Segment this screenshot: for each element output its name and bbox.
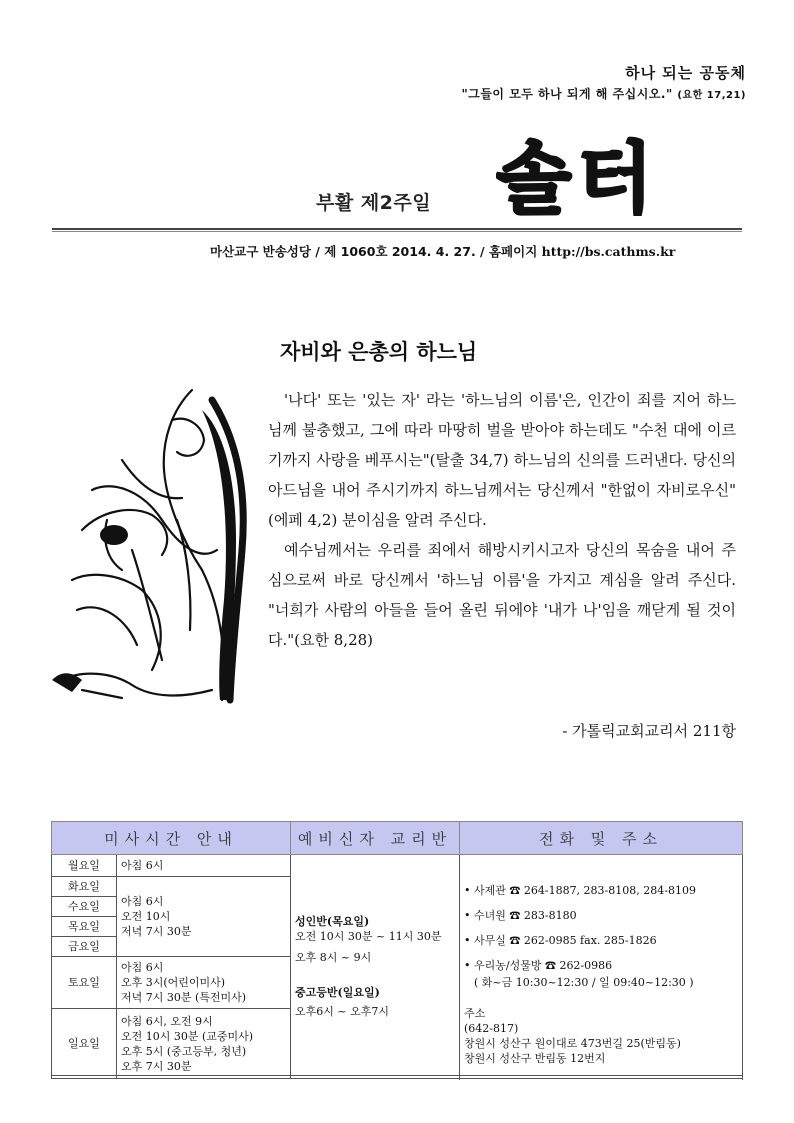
catechism-header: 예비신자 교리반 bbox=[291, 822, 460, 855]
motto-block bbox=[461, 62, 746, 102]
adult-class-time-1: 오전 10시 30분 ~ 11시 30분 bbox=[295, 930, 442, 943]
day-label: 토요일 bbox=[52, 957, 117, 1009]
article-title: 자비와 은총의 하느님 bbox=[280, 340, 478, 364]
day-label: 수요일 bbox=[52, 897, 117, 917]
youth-class-time: 오후6시 ~ 오후7시 bbox=[295, 1005, 389, 1018]
article-source: - 가톨릭교회교리서 211항 bbox=[562, 722, 736, 740]
office-phone: • 사무실 ☎ 262-0985 fax. 285-1826 bbox=[464, 934, 657, 947]
issue-line: 마산교구 반송성당 / 제 1060호 2014. 4. 27. / 홈페이지 bbox=[210, 244, 542, 259]
time-line: 아침 6시, 오전 9시 bbox=[121, 1014, 213, 1028]
motto-reference: (요한 17,21) bbox=[677, 90, 746, 101]
youth-class-title: 중고등반(일요일) bbox=[295, 986, 380, 999]
article-paragraph-1: '나다' 또는 '있는 자' 라는 '하느님의 이름'은, 인간이 죄를 지어 하느님께 불충했고, 그에 따라 마땅히 벌을 받아야 하는데도 "수천 대에 이르기까지 사랑을 베푸시는"(탈출 34,7) 하느님의 신의를 드러낸다. 당신의 아드님을 내어 주시기까지 하느님께서는 당신께서 "한없이 자비로우신"(에페 4,2) 분이심을 알려 주신다. bbox=[268, 391, 736, 529]
time-line: 오전 10시 bbox=[121, 910, 171, 923]
issue-info bbox=[210, 242, 675, 260]
info-table bbox=[51, 821, 743, 1079]
rectory-phone: • 사제관 ☎ 264-1887, 283-8108, 284-8109 bbox=[464, 884, 696, 897]
convent-phone: • 수녀원 ☎ 283-8180 bbox=[464, 909, 577, 922]
motto-quote: "그들이 모두 하나 되게 해 주십시오." bbox=[461, 87, 673, 101]
day-label: 화요일 bbox=[52, 877, 117, 897]
address-label: 주소 bbox=[464, 1007, 486, 1020]
article-body bbox=[268, 385, 736, 655]
time-line: 오후 3시(어린이미사) bbox=[121, 976, 226, 989]
time-line: 아침 6시 bbox=[121, 961, 164, 974]
article-paragraph-2: 예수님께서는 우리를 죄에서 해방시키시고자 당신의 목숨을 내어 주심으로써 바로 당신께서 '하느님 이름'을 가지고 계심을 알려 주신다. "너희가 사람의 아들을 들어 올린 뒤에야 '내가 나'임을 깨닫게 될 것이다."(요한 8,28) bbox=[268, 541, 736, 649]
pieta-illustration bbox=[52, 380, 260, 706]
motto-quote-line bbox=[461, 85, 746, 102]
header-rule-thin bbox=[52, 231, 742, 232]
contact-header: 전화 및 주소 bbox=[460, 822, 743, 855]
mass-schedule-header: 미사시간 안내 bbox=[52, 822, 291, 855]
mass-times bbox=[117, 1009, 291, 1079]
store-hours: ( 화~금 10:30~12:30 / 일 09:40~12:30 ) bbox=[474, 976, 694, 989]
address-line-1: 창원시 성산구 원이대로 473번길 25(반림동) bbox=[464, 1037, 681, 1050]
mass-times: 아침 6시 bbox=[117, 855, 291, 877]
adult-class-time-2: 오후 8시 ~ 9시 bbox=[295, 951, 372, 964]
time-line: 오후 7시 30분 bbox=[121, 1059, 192, 1073]
day-label: 일요일 bbox=[52, 1009, 117, 1079]
zip-code: (642-817) bbox=[464, 1022, 519, 1035]
time-line: 오후 5시 (중고등부, 청년) bbox=[121, 1044, 247, 1058]
logo-text: 솔터 bbox=[496, 136, 659, 216]
day-label: 금요일 bbox=[52, 937, 117, 957]
mass-times bbox=[117, 877, 291, 957]
homepage-link[interactable]: http://bs.cathms.kr bbox=[541, 244, 676, 259]
bottom-rule bbox=[51, 1075, 743, 1076]
liturgical-sunday: 부활 제2주일 bbox=[316, 192, 432, 214]
time-line: 아침 6시 bbox=[121, 895, 164, 908]
contact-cell bbox=[460, 855, 743, 1079]
address-line-2: 창원시 성산구 반림동 12번지 bbox=[464, 1052, 606, 1065]
day-label: 월요일 bbox=[52, 855, 117, 877]
time-line: 저녁 7시 30분 (특전미사) bbox=[121, 991, 247, 1004]
time-line: 오전 10시 30분 (교중미사) bbox=[121, 1029, 254, 1043]
store-phone: • 우리농/성물방 ☎ 262-0986 bbox=[464, 959, 613, 972]
motto-title: 하나 되는 공동체 bbox=[625, 64, 746, 82]
header-rule bbox=[52, 228, 742, 230]
table-row bbox=[52, 855, 743, 877]
solteo-logo bbox=[496, 136, 736, 216]
catechism-cell bbox=[291, 855, 460, 1079]
adult-class-title: 성인반(목요일) bbox=[295, 915, 370, 928]
table-header-row bbox=[52, 822, 743, 855]
mass-times bbox=[117, 957, 291, 1009]
day-label: 목요일 bbox=[52, 917, 117, 937]
time-line: 저녁 7시 30분 bbox=[121, 925, 192, 938]
